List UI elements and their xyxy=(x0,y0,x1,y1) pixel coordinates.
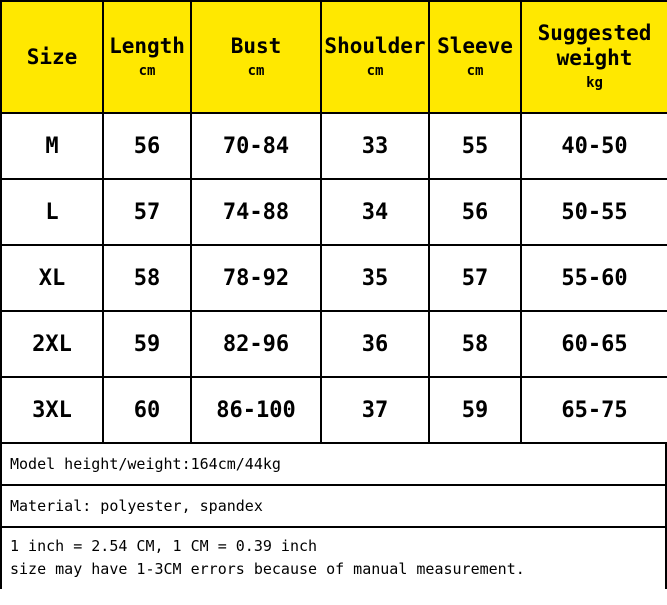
cell-2xl-sleeve: 58 xyxy=(429,311,521,377)
table-row xyxy=(1,377,667,443)
cell-3xl-sleeve: 59 xyxy=(429,377,521,443)
header-length-label: Length xyxy=(109,34,185,58)
cell-l-shoulder: 34 xyxy=(321,179,429,245)
table-row xyxy=(1,113,667,179)
cell-2xl-weight: 60-65 xyxy=(521,311,667,377)
header-sleeve xyxy=(429,1,521,113)
header-length xyxy=(103,1,191,113)
note-material: Material: polyester, spandex xyxy=(0,486,667,528)
row-size-2xl: 2XL xyxy=(1,311,103,377)
cell-l-weight: 50-55 xyxy=(521,179,667,245)
cell-xl-shoulder: 35 xyxy=(321,245,429,311)
header-suggested-weight-unit: kg xyxy=(586,75,603,91)
cell-2xl-shoulder: 36 xyxy=(321,311,429,377)
cell-xl-length: 58 xyxy=(103,245,191,311)
notes-section xyxy=(0,444,667,589)
header-sleeve-unit: cm xyxy=(466,63,484,79)
row-size-m: M xyxy=(1,113,103,179)
cell-xl-bust: 78-92 xyxy=(191,245,321,311)
cell-3xl-bust: 86-100 xyxy=(191,377,321,443)
cell-m-weight: 40-50 xyxy=(521,113,667,179)
header-shoulder-unit: cm xyxy=(366,63,384,79)
header-bust-label: Bust xyxy=(230,34,282,58)
table-row xyxy=(1,245,667,311)
cell-m-bust: 70-84 xyxy=(191,113,321,179)
header-suggested-weight-label: Suggested weight xyxy=(537,21,652,70)
header-bust xyxy=(191,1,321,113)
cell-l-bust: 74-88 xyxy=(191,179,321,245)
header-shoulder xyxy=(321,1,429,113)
cell-m-sleeve: 55 xyxy=(429,113,521,179)
note-measurement-tolerance: size may have 1-3CM errors because of manual measurement. xyxy=(10,560,525,578)
cell-m-shoulder: 33 xyxy=(321,113,429,179)
cell-2xl-length: 59 xyxy=(103,311,191,377)
note-inch-conversion: 1 inch = 2.54 CM, 1 CM = 0.39 inch xyxy=(10,537,318,555)
table-header-row xyxy=(1,1,667,113)
table-row xyxy=(1,311,667,377)
cell-xl-sleeve: 57 xyxy=(429,245,521,311)
header-shoulder-label: Shoulder xyxy=(324,34,426,58)
row-size-xl: XL xyxy=(1,245,103,311)
cell-3xl-shoulder: 37 xyxy=(321,377,429,443)
header-sleeve-label: Sleeve xyxy=(437,34,513,58)
cell-3xl-weight: 65-75 xyxy=(521,377,667,443)
header-suggested-weight xyxy=(521,1,667,113)
note-conversion-block xyxy=(0,528,667,589)
row-size-l: L xyxy=(1,179,103,245)
header-length-unit: cm xyxy=(138,63,156,79)
table-row xyxy=(1,179,667,245)
cell-2xl-bust: 82-96 xyxy=(191,311,321,377)
cell-3xl-length: 60 xyxy=(103,377,191,443)
cell-l-sleeve: 56 xyxy=(429,179,521,245)
row-size-3xl: 3XL xyxy=(1,377,103,443)
cell-xl-weight: 55-60 xyxy=(521,245,667,311)
cell-m-length: 56 xyxy=(103,113,191,179)
header-bust-unit: cm xyxy=(247,63,265,79)
note-model-measurements: Model height/weight:164cm/44kg xyxy=(0,444,667,486)
cell-l-length: 57 xyxy=(103,179,191,245)
header-size-label: Size xyxy=(1,1,103,113)
